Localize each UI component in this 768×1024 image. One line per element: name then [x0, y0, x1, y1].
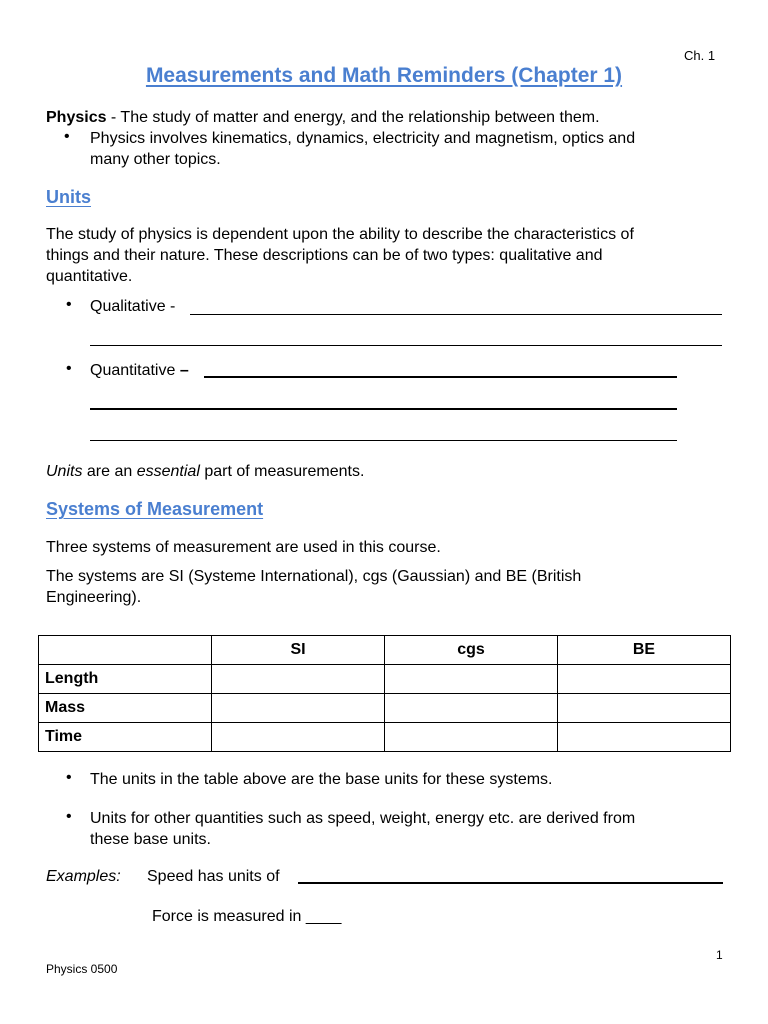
- table-cell[interactable]: [212, 723, 385, 752]
- bullet-icon: •: [66, 360, 72, 377]
- table-header-cell: [39, 636, 212, 665]
- bullet-icon: •: [64, 128, 70, 145]
- quantitative-label: [90, 360, 189, 381]
- units-para-line3: quantitative.: [46, 268, 133, 285]
- physics-definition-text: - The study of matter and energy, and the relationship between them.: [106, 109, 600, 126]
- systems-bullet2-line1: Units for other quantities such as speed, weight, energy etc. are derived from: [90, 810, 636, 827]
- units-para-line1: The study of physics is dependent upon the ability to describe the characteristics of: [46, 226, 634, 243]
- table-row-label-time: Time: [39, 723, 212, 752]
- table-cell[interactable]: [385, 723, 558, 752]
- table-cell[interactable]: [385, 665, 558, 694]
- table-row-label-length: Length: [39, 665, 212, 694]
- qualitative-label: Qualitative -: [90, 298, 176, 315]
- quantitative-blank-2[interactable]: [90, 408, 677, 410]
- systems-para1: Three systems of measurement are used in this course.: [46, 539, 441, 556]
- table-cell[interactable]: [212, 694, 385, 723]
- quantitative-blank-1[interactable]: [204, 376, 677, 378]
- units-note-are-an: are an: [82, 463, 137, 480]
- systems-heading: Systems of Measurement: [46, 499, 264, 519]
- table-cell[interactable]: [558, 694, 731, 723]
- table-cell[interactable]: [212, 665, 385, 694]
- table-header-cgs: cgs: [385, 636, 558, 665]
- page-title: Measurements and Math Reminders (Chapter 1): [145, 64, 623, 87]
- table-row: [39, 665, 731, 694]
- physics-term: Physics: [46, 109, 107, 126]
- page-number: 1: [716, 948, 723, 962]
- example-force: Force is measured in ____: [152, 908, 342, 925]
- bullet-icon: •: [66, 296, 72, 313]
- qualitative-blank-1[interactable]: [190, 314, 722, 315]
- intro-bullet-line2: many other topics.: [90, 151, 221, 168]
- units-note-units: Units: [46, 463, 83, 480]
- quantitative-blank-3[interactable]: [90, 440, 677, 441]
- quantitative-dash: –: [179, 362, 189, 379]
- units-note: [46, 461, 364, 482]
- quantitative-label-text: Quantitative: [90, 362, 176, 379]
- systems-para2-line1: The systems are SI (Systeme International), cgs (Gaussian) and BE (British: [46, 568, 582, 585]
- units-note-rest: part of measurements.: [199, 463, 365, 480]
- bullet-icon: •: [66, 808, 72, 825]
- systems-bullet2-line2: these base units.: [90, 831, 211, 848]
- table-row: [39, 723, 731, 752]
- units-note-essential: essential: [136, 463, 200, 480]
- systems-para2-line2: Engineering).: [46, 589, 142, 606]
- units-heading: Units: [46, 187, 91, 207]
- footer-course: Physics 0500: [46, 962, 118, 976]
- chapter-tag: Ch. 1: [684, 48, 716, 63]
- table-header-si: SI: [212, 636, 385, 665]
- examples-label: Examples:: [46, 868, 121, 885]
- units-para-line2: things and their nature. These descriptions can be of two types: qualitative and: [46, 247, 603, 264]
- bullet-icon: •: [66, 769, 72, 786]
- table-header-be: BE: [558, 636, 731, 665]
- table-cell[interactable]: [385, 694, 558, 723]
- table-row: [39, 694, 731, 723]
- systems-bullet1: The units in the table above are the base units for these systems.: [90, 771, 553, 788]
- table-row-label-mass: Mass: [39, 694, 212, 723]
- qualitative-blank-2[interactable]: [90, 345, 722, 346]
- physics-definition: [46, 107, 600, 128]
- table-cell[interactable]: [558, 723, 731, 752]
- systems-table: [38, 635, 731, 752]
- table-cell[interactable]: [558, 665, 731, 694]
- speed-blank[interactable]: [298, 882, 723, 884]
- example-speed: Speed has units of: [147, 868, 280, 885]
- table-header-row: [39, 636, 731, 665]
- intro-bullet-line1: Physics involves kinematics, dynamics, electricity and magnetism, optics and: [90, 130, 636, 147]
